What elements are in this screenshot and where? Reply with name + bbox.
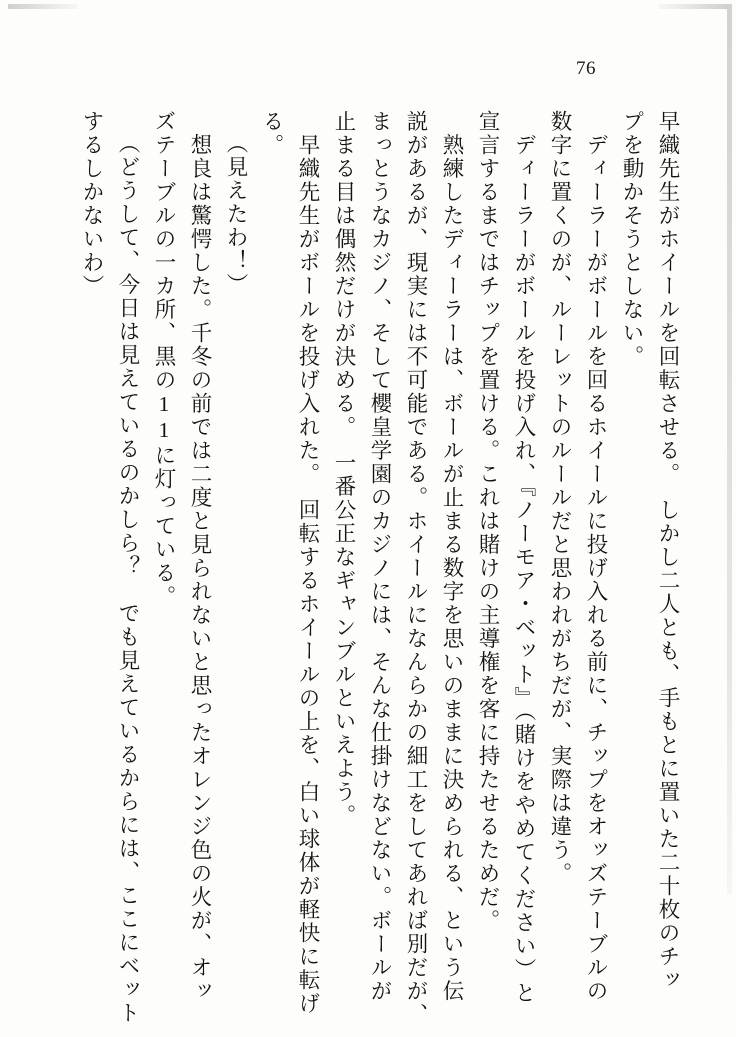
text-column: 数字に置くのが、ルーレットのルールだと思われがちだが、実際は違う。 — [548, 110, 572, 886]
text-column: ディーラーがボールを投げ入れ、『ノーモア・ベット』（賭けをやめてください）と — [512, 110, 536, 1005]
text-column: 早織先生がボールを投げ入れた。 回転するホイールの上を、白い球体が軽快に転げ — [296, 110, 320, 1016]
text-column: （どうして、今日は見えているのかしら？ でも見えているからには、ここにベット — [116, 132, 140, 1025]
text-column: （見えたわ！） — [224, 132, 248, 297]
text-column: まっとうなカジノ、そして櫻皇学園のカジノには、そんな仕掛けなどない。ボールが — [368, 110, 392, 1003]
text-column: 想良は驚愕した。千冬の前では二度と見られないと思ったオレンジ色の火が、オッ — [188, 110, 212, 1003]
text-column: ディーラーがボールを回るホイールに投げ入れる前に、チップをオッズテーブルの — [584, 110, 608, 1003]
page-number: 76 — [576, 58, 596, 79]
text-column: 早織先生がホイールを回転させる。 しかし二人とも、手もとに置いた二十枚のチッ — [656, 110, 680, 993]
text-column: る。 — [260, 110, 284, 157]
text-column: プを動かそうとしない。 — [620, 110, 644, 369]
scan-edge-mark-right — [727, 4, 732, 894]
scan-edge-mark-top-left — [8, 4, 78, 9]
text-column: ズテーブルの一カ所、黒の11に灯っている。 — [152, 110, 176, 609]
text-column: 熟練したディーラーは、ボールが止まる数字を思いのままに決められる、という伝 — [440, 110, 464, 1003]
text-column: するしかないわ） — [80, 110, 104, 298]
text-column: 説があるが、現実には不可能である。ホイールになんらかの細工をしてあれば別だが、 — [404, 110, 428, 1027]
scan-edge-mark-top-right — [658, 4, 728, 9]
text-column: 止まる目は偶然だけが決める。 一番公正なギャンブルといえよう。 — [332, 110, 356, 828]
text-column: 宣言するまではチップを置ける。これは賭けの主導権を客に持たせるためだ。 — [476, 110, 500, 933]
vertical-text-block — [58, 110, 680, 1027]
